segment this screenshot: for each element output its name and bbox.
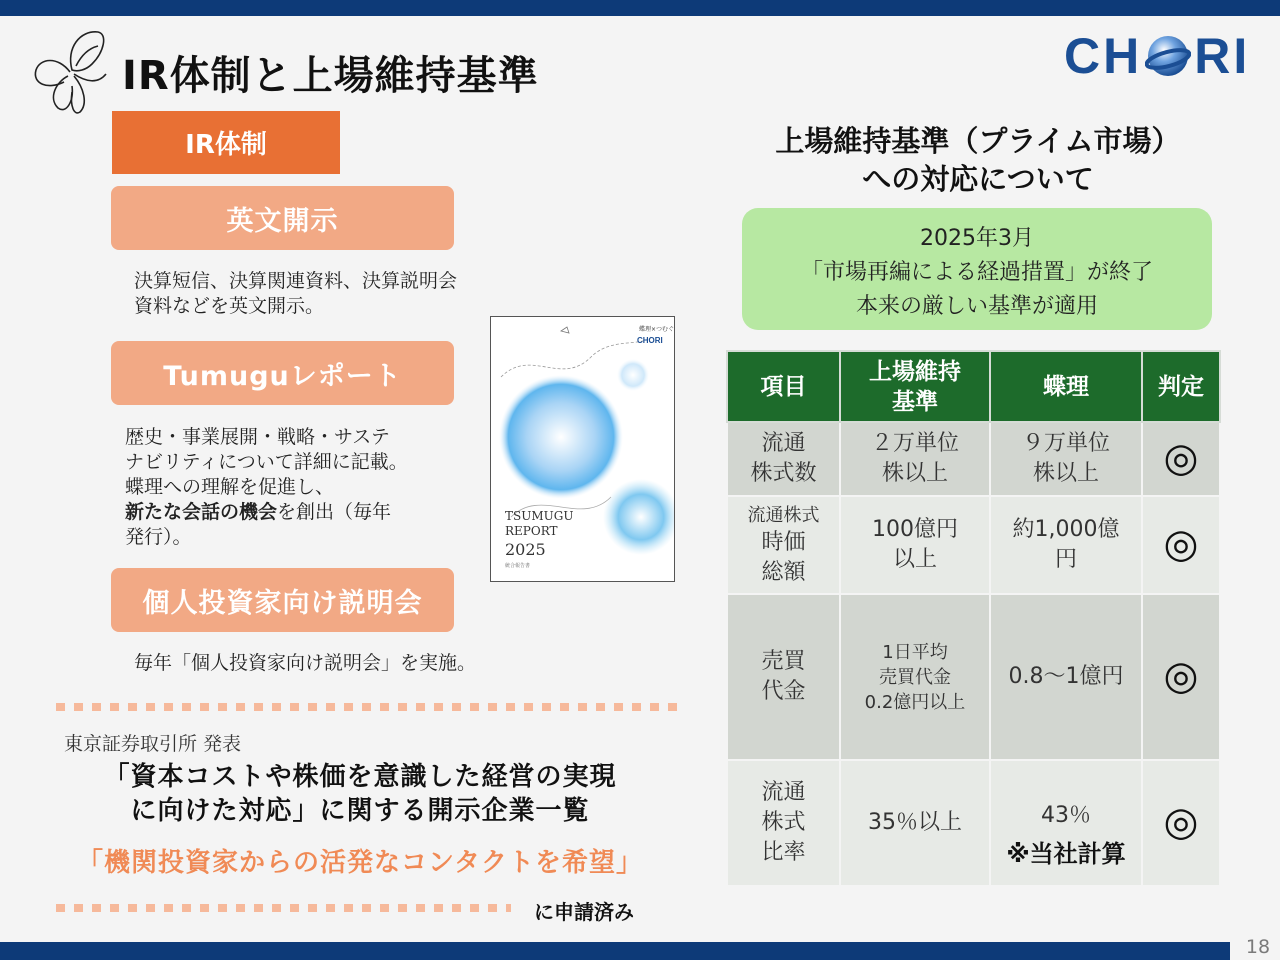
double-circle-icon: ◎ <box>1163 799 1199 845</box>
cell-line: 100億円 <box>872 517 958 542</box>
note-line: 本来の厳しい基準が適用 <box>855 294 1098 319</box>
note-line: 「市場再編による経過措置」が終了 <box>800 260 1153 285</box>
cell-company <box>990 594 1142 760</box>
cover-brand-jp: 蝶理×つむぐ <box>639 326 675 333</box>
logo-text-right: RI <box>1194 28 1251 84</box>
cell-line: 流通 <box>761 780 806 805</box>
cell-item <box>727 496 840 594</box>
desc-line: 歴史・事業展開・戦略・サステ <box>125 426 390 448</box>
tse-title-line: 「資本コストや株価を意識した経営の実現 <box>103 762 617 792</box>
double-circle-icon: ◎ <box>1163 435 1199 481</box>
cell-judgement <box>1142 422 1220 496</box>
own-calculation-note: ※当社計算 <box>1006 840 1126 868</box>
double-circle-icon: ◎ <box>1163 521 1199 567</box>
cell-line: 売買 <box>761 649 806 674</box>
desc-line: 決算短信、決算関連資料、決算説明会 <box>134 270 458 292</box>
cell-line: 代金 <box>761 679 806 704</box>
cover-title-line1: TSUMUGU <box>505 509 574 523</box>
cell-line: 流通株式 <box>747 504 820 526</box>
desc-line: ナビリティについて詳細に記載。 <box>125 451 408 473</box>
tse-title-line: に向けた対応」に関する開示企業一覧 <box>130 796 590 826</box>
cell-line: 0.8〜1億円 <box>1008 664 1124 689</box>
tse-applied-text: に申請済み <box>534 900 634 924</box>
cell-line: 円 <box>1054 547 1077 572</box>
desc-bold: 新たな会話の機会 <box>125 501 278 523</box>
cell-criteria <box>840 422 990 496</box>
logo-text-left: CH <box>1064 28 1143 84</box>
cell-line: 35％以上 <box>868 810 962 835</box>
page-number: 18 <box>1245 936 1271 958</box>
cell-item <box>727 422 840 496</box>
dotted-divider-top <box>56 703 682 711</box>
cell-company <box>990 760 1142 886</box>
table-header-row <box>727 351 1220 422</box>
table-row <box>727 422 1220 496</box>
cell-company <box>990 496 1142 594</box>
cell-line: 株式数 <box>750 461 817 486</box>
cell-company <box>990 422 1142 496</box>
desc-line: 発行）。 <box>125 526 192 548</box>
listing-criteria-table <box>726 350 1221 887</box>
cover-subtitle: 統合報告書 <box>505 563 531 569</box>
cell-line: 約1,000億 <box>1012 517 1120 542</box>
tsumugu-report-cover <box>490 316 675 582</box>
title-line: 上場維持基準（プライム市場） <box>775 124 1181 158</box>
cover-year: 2025 <box>505 540 546 559</box>
cell-line: 流通 <box>761 431 806 456</box>
cell-line: 株以上 <box>1032 461 1099 486</box>
cell-line: 0.2億円以上 <box>864 691 966 713</box>
header-judgement: 判定 <box>1142 351 1220 422</box>
transition-note-box <box>742 208 1212 330</box>
dotted-divider-bottom <box>56 904 511 912</box>
cell-line: 43％ <box>1041 803 1091 828</box>
cell-line: 売買代金 <box>879 666 951 688</box>
cell-criteria <box>840 496 990 594</box>
cell-line: 時価 <box>761 529 806 555</box>
cell-line: 株式 <box>761 810 806 835</box>
cover-title-line2: REPORT <box>505 524 558 538</box>
cell-judgement <box>1142 496 1220 594</box>
tumugu-report-desc <box>125 425 408 550</box>
header-criteria <box>840 351 990 422</box>
butterfly-icon <box>28 26 112 118</box>
cell-item <box>727 760 840 886</box>
tse-title <box>60 760 660 828</box>
table-row <box>727 760 1220 886</box>
header-company: 蝶理 <box>990 351 1142 422</box>
cell-line: 株以上 <box>881 461 948 486</box>
cell-line: ９万単位 <box>1021 431 1110 456</box>
tse-label: 東京証券取引所 発表 <box>64 733 242 755</box>
tse-hope-text: 「機関投資家からの活発なコンタクトを希望」 <box>77 848 643 878</box>
english-disclosure-heading: 英文開示 <box>111 186 454 250</box>
desc-after-bold: を創出（毎年 <box>277 501 392 523</box>
cell-line: 総額 <box>761 559 806 585</box>
individual-investor-briefing-desc <box>134 651 476 676</box>
cell-criteria <box>840 760 990 886</box>
desc-line: 資料などを英文開示。 <box>134 295 325 317</box>
header-line: 上場維持 <box>869 358 961 385</box>
desc-line: 毎年「個人投資家向け説明会」を実施。 <box>134 652 477 674</box>
cell-judgement <box>1142 594 1220 760</box>
header-line: 基準 <box>892 388 938 415</box>
header-item: 項目 <box>727 351 840 422</box>
note-line: 2025年3月 <box>920 226 1034 251</box>
cover-brand: CHORI <box>637 336 663 345</box>
table-row <box>727 496 1220 594</box>
chori-logo <box>1064 30 1250 82</box>
logo-globe-icon <box>1145 33 1191 79</box>
cell-line: ２万単位 <box>870 431 959 456</box>
listing-criteria-title <box>728 122 1228 198</box>
title-line: への対応について <box>862 162 1094 196</box>
english-disclosure-desc <box>134 269 457 319</box>
page-title: IR体制と上場維持基準 <box>122 53 539 99</box>
individual-investor-briefing-heading: 個人投資家向け説明会 <box>111 568 454 632</box>
cell-criteria <box>840 594 990 760</box>
table-row <box>727 594 1220 760</box>
cell-judgement <box>1142 760 1220 886</box>
desc-line: 蝶理への理解を促進し、 <box>125 476 335 498</box>
bottom-bar <box>0 942 1230 960</box>
tumugu-report-heading: Tumuguレポート <box>111 341 454 405</box>
double-circle-icon: ◎ <box>1163 653 1199 699</box>
cell-line: 比率 <box>761 840 806 865</box>
cell-line: 以上 <box>892 547 937 572</box>
top-bar <box>0 0 1280 16</box>
desc-line <box>125 500 408 525</box>
cell-item <box>727 594 840 760</box>
cell-line: 1日平均 <box>882 641 948 663</box>
ir-system-tag: IR体制 <box>112 111 340 174</box>
